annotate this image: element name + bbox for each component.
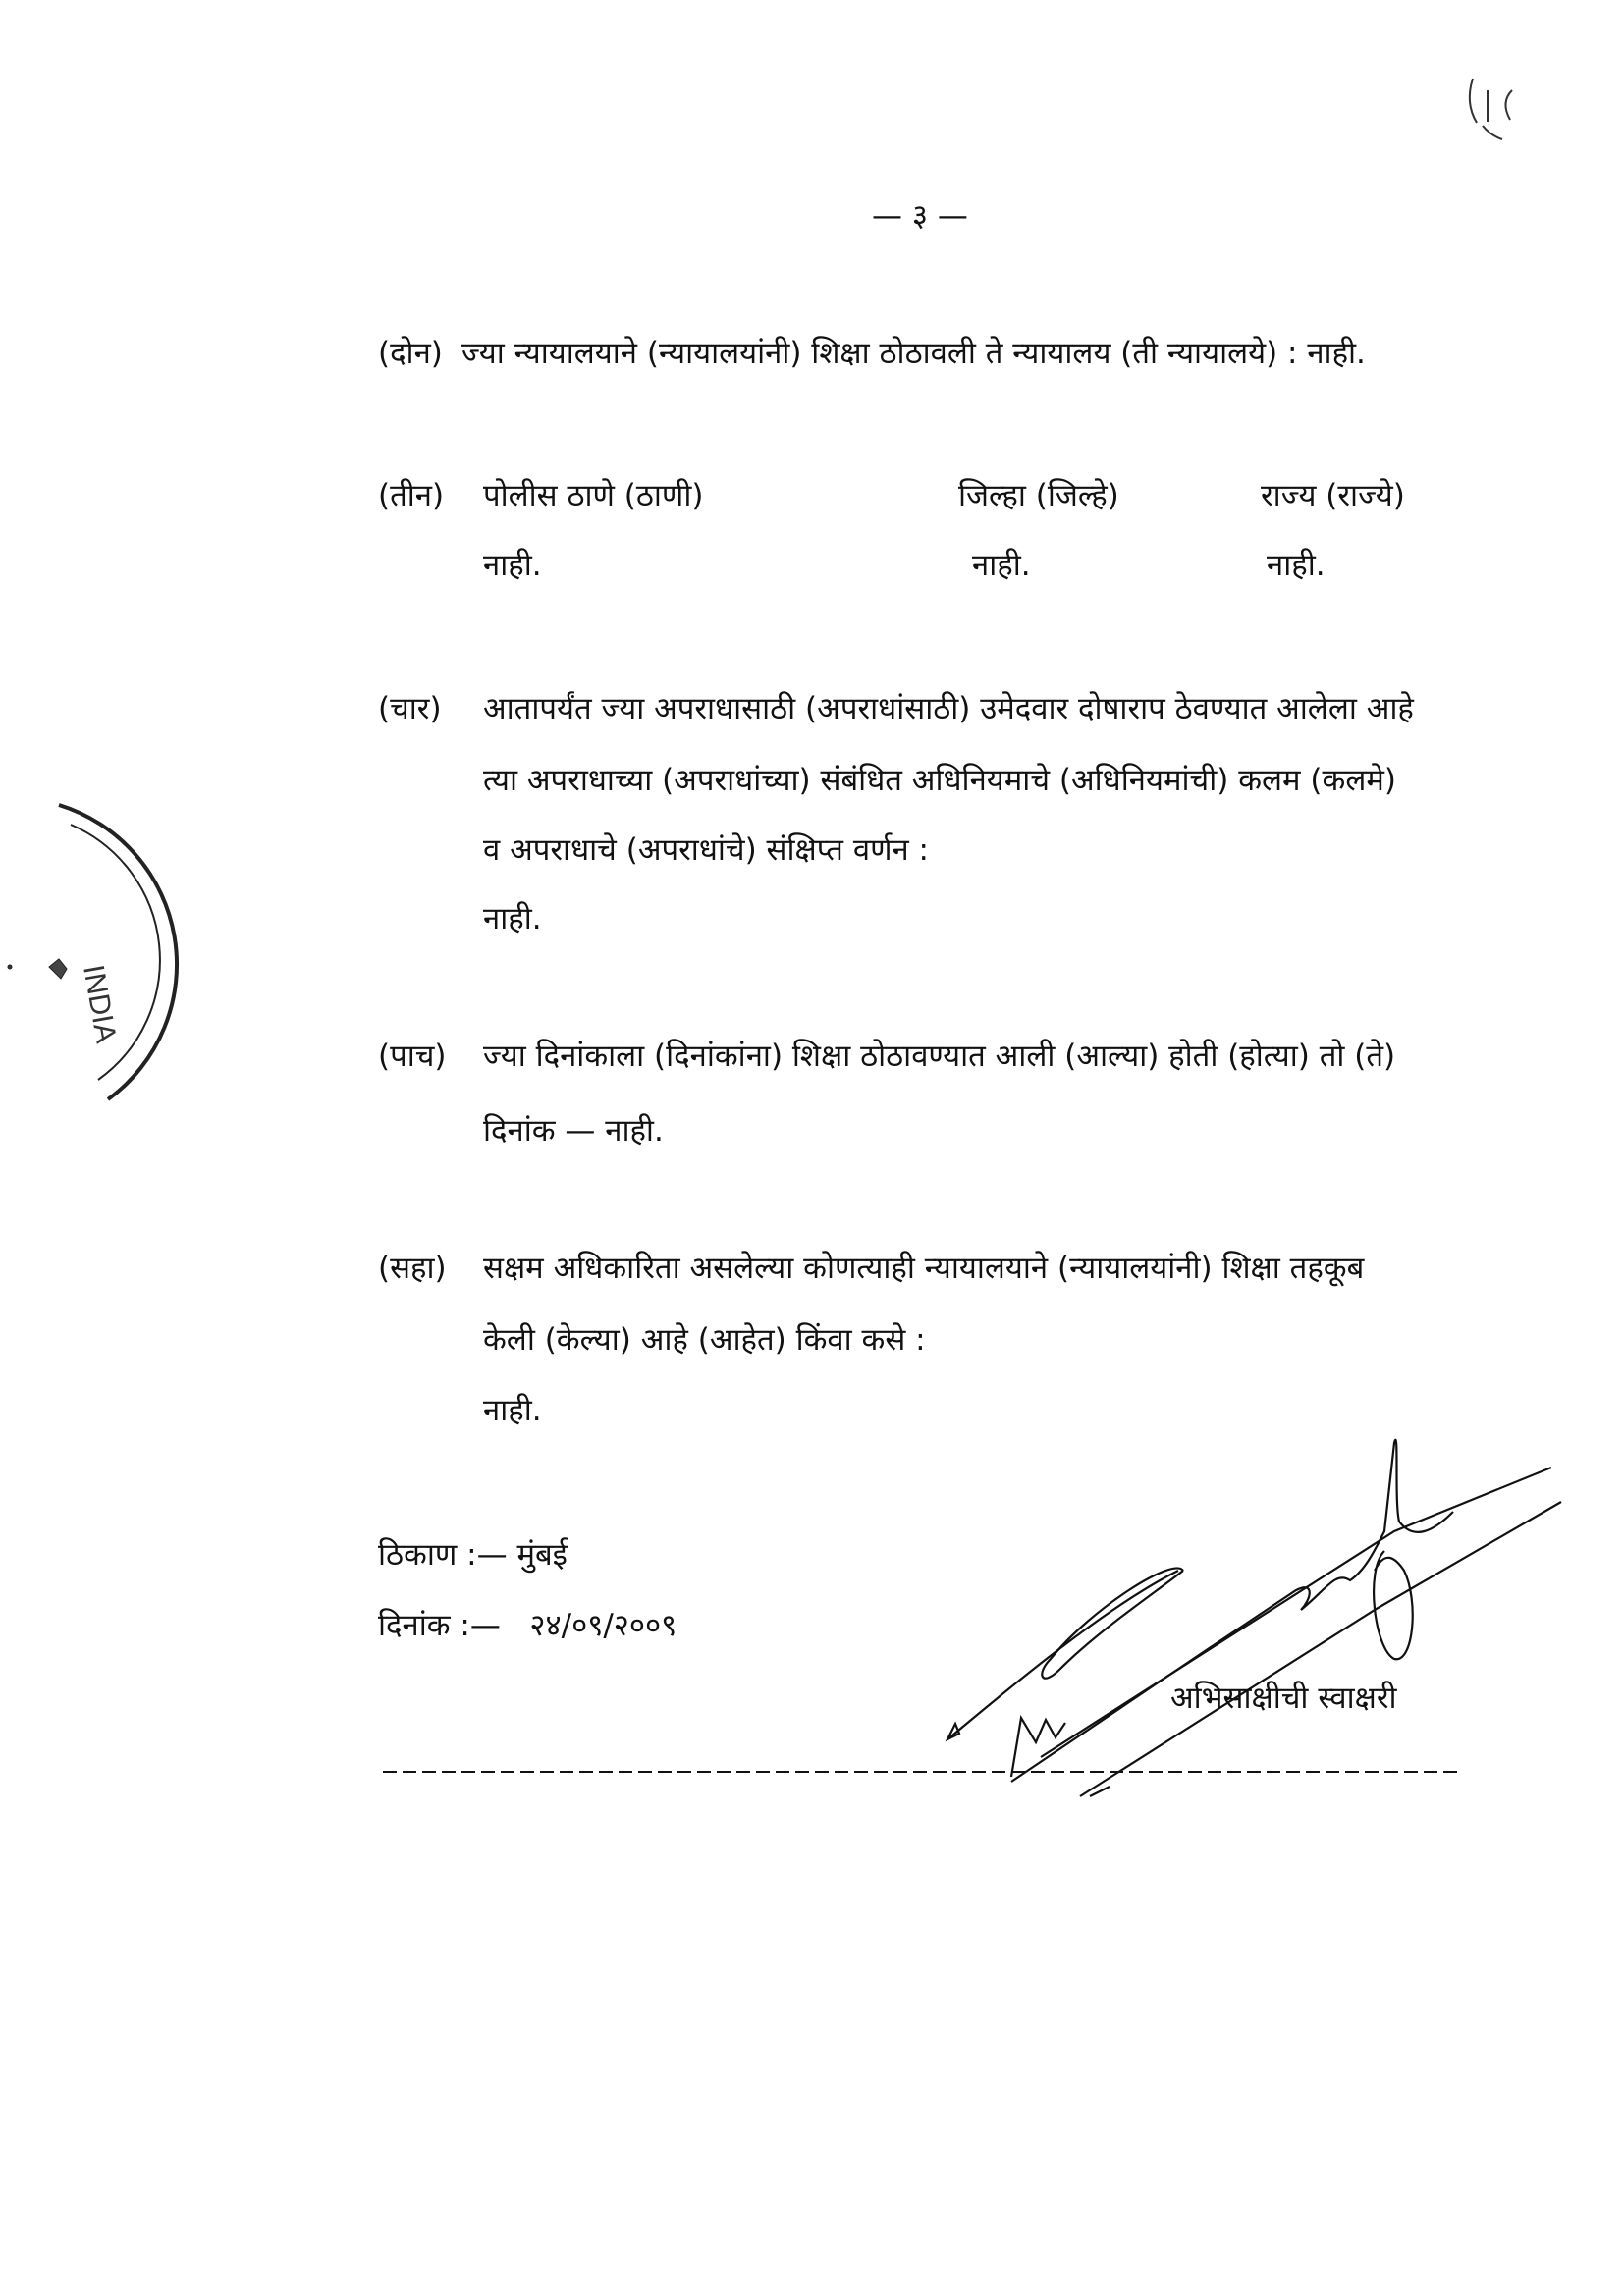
section-five-line-1: ज्या दिनांकाला (दिनांकांना) शिक्षा ठोठावण्यात आली (आल्या) होती (होत्या) तो (ते) [483,1039,1396,1074]
section-three-label: (तीन) [378,478,445,513]
section-four-line-3: व अपराधाचे (अपराधांचे) संक्षिप्त वर्णन : [483,832,929,868]
section-five-line-2: दिनांक — नाही. [483,1113,664,1148]
section-six-label: (सहा) [378,1251,447,1286]
police-station-value: नाही. [483,548,542,583]
signature [947,1440,1561,1796]
state-header: राज्य (राज्ये) [1261,478,1405,513]
section-four-answer: नाही. [483,901,542,936]
district-header: जिल्हा (जिल्हे) [958,478,1119,513]
section-six-line-2: केली (केल्या) आहे (आहेत) किंवा कसे : [483,1322,926,1358]
police-station-header: पोलीस ठाणे (ठाणी) [483,478,704,513]
district-value: नाही. [972,548,1031,583]
stamp-partial [8,805,177,1099]
svg-text:INDIA: INDIA [77,962,123,1046]
page-number: — ३ — [872,198,968,234]
place: ठिकाण :— मुंबई [378,1537,568,1573]
section-five-label: (पाच) [378,1039,447,1074]
section-six-line-1: सक्षम अधिकारिता असलेल्या कोणत्याही न्यायालयाने (न्यायालयांनी) शिक्षा तहकूब [483,1251,1365,1286]
corner-handwritten-mark [1470,79,1512,139]
section-two-label: (दोन) [378,336,443,371]
section-four-line-2: त्या अपराधाच्या (अपराधांच्या) संबंधित अधिनियमाचे (अधिनियमांची) कलम (कलमे) [483,763,1396,798]
section-four-label: (चार) [378,691,442,726]
section-six-answer: नाही. [483,1393,542,1428]
state-value: नाही. [1267,548,1326,583]
signature-label: अभिसाक्षीची स्वाक्षरी [1170,1681,1397,1716]
section-four-line-1: आतापर्यंत ज्या अपराधासाठी (अपराधांसाठी) उमेदवार दोषाराप ठेवण्यात आलेला आहे [483,691,1414,726]
date: दिनांक :— २४/०९/२००९ [378,1608,677,1643]
section-two-text: ज्या न्यायालयाने (न्यायालयांनी) शिक्षा ठोठावली ते न्यायालय (ती न्यायालये) : नाही. [461,336,1366,371]
